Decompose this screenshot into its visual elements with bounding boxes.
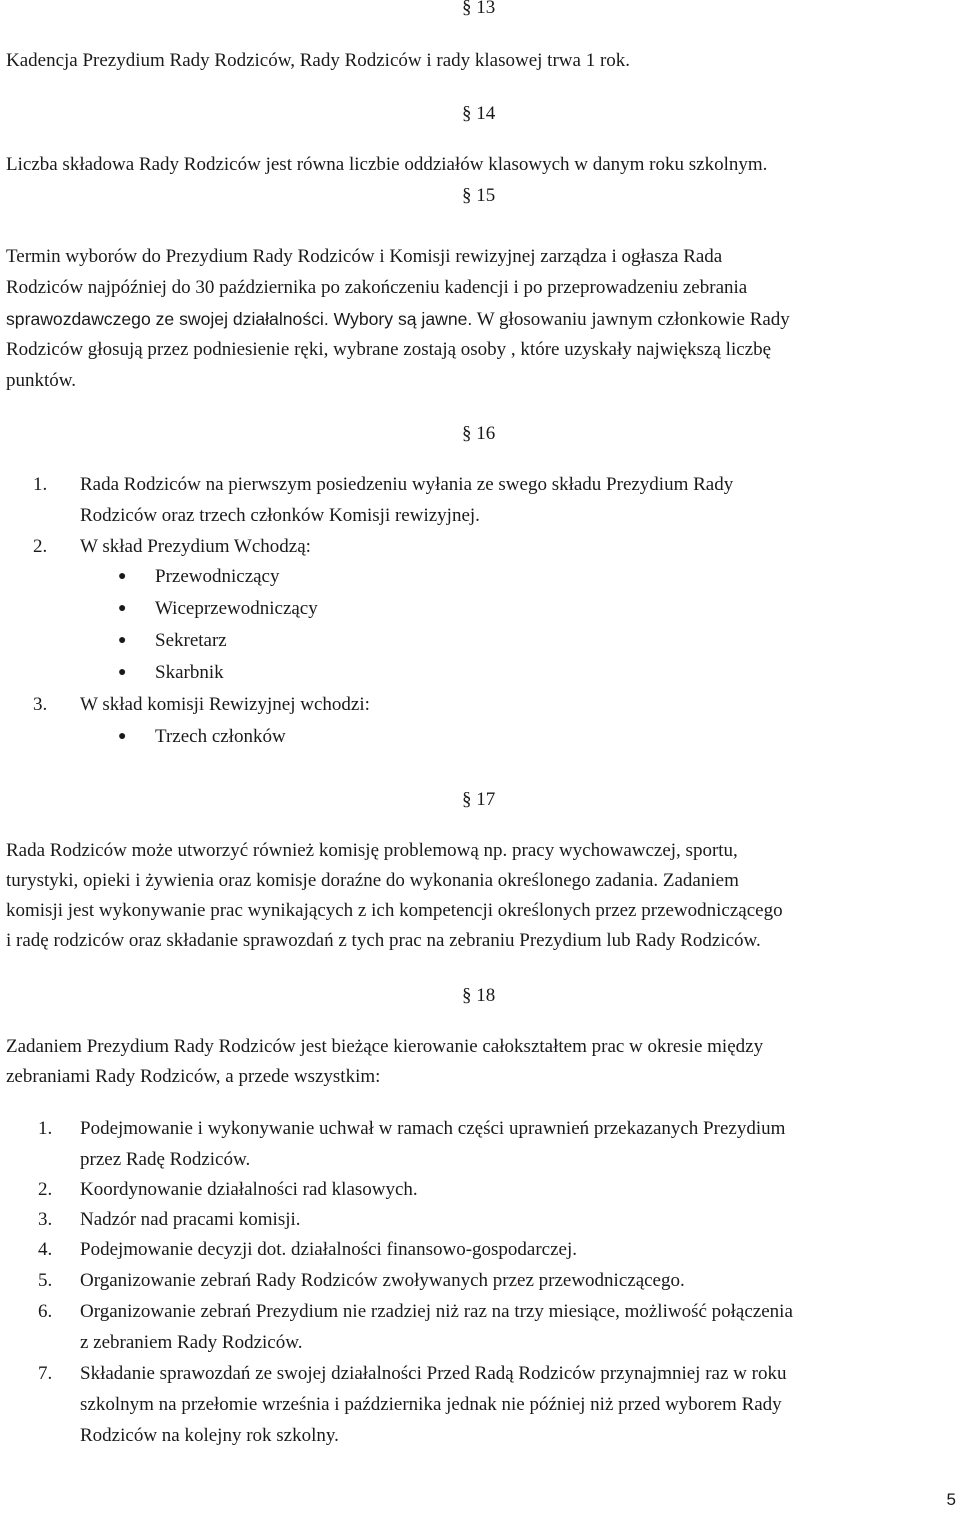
list-18-item-line: Organizowanie zebrań Rady Rodziców zwoływanych przez przewodniczącego. [80,1270,685,1291]
list-18-item-line: przez Radę Rodziców. [80,1149,251,1170]
paragraph-15-line-3-sans: sprawozdawczego ze swojej działalności. Wybory są jawne. [6,309,473,329]
section-heading-17: § 17 [462,789,496,810]
list-18-item-line: Składanie sprawozdań ze swojej działalności Przed Radą Rodziców przynajmniej raz w roku [80,1363,787,1384]
paragraph-17-line-4: i radę rodziców oraz składanie sprawozdań z tych prac na zebraniu Prezydium lub Rady Rodziców. [6,930,761,951]
list-16-bullet-item: Sekretarz [155,630,227,651]
list-18-item-line: Rodziców na kolejny rok szkolny. [80,1425,339,1446]
list-18-item-line: szkolnym na przełomie września i października jednak nie później niż przed wyborem Rady [80,1394,782,1415]
bullet-icon: ● [118,569,127,584]
section-heading-13: § 13 [462,0,496,18]
paragraph-17-line-3: komisji jest wykonywanie prac wynikających z ich kompetencji określonych przez przewodniczącego [6,900,783,921]
list-16-item-1-line-2: Rodziców oraz trzech członków Komisji rewizyjnej. [80,505,480,526]
bullet-icon: ● [118,729,127,744]
list-18-number: 2. [38,1179,53,1200]
paragraph-15-line-5: punktów. [6,370,77,391]
bullet-icon: ● [118,665,127,680]
bullet-icon: ● [118,601,127,616]
list-18-number: 5. [38,1270,53,1291]
page-number: 5 [946,1490,956,1509]
paragraph-15-line-4: Rodziców głosują przez podniesienie ręki, wybrane zostają osoby , które uzyskały największą liczbę [6,339,772,360]
paragraph-15-line-2: Rodziców najpóźniej do 30 października po zakończeniu kadencji i po przeprowadzeniu zebrania [6,277,748,298]
list-16-number-1: 1. [33,474,48,495]
list-16-bullet-item: Trzech członków [155,726,286,747]
list-16-item-1-line-1: Rada Rodziców na pierwszym posiedzeniu wyłania ze swego składu Prezydium Rady [80,474,734,495]
list-18-item-line: Podejmowanie i wykonywanie uchwał w ramach części uprawnień przekazanych Prezydium [80,1118,786,1139]
paragraph-18-line-1: Zadaniem Prezydium Rady Rodziców jest bieżące kierowanie całokształtem prac w okresie między [6,1036,764,1057]
section-heading-18: § 18 [462,985,496,1006]
paragraph-17-line-1: Rada Rodziców może utworzyć również komisję problemową np. pracy wychowawczej, sportu, [6,840,738,861]
list-18-item-line: Organizowanie zebrań Prezydium nie rzadziej niż raz na trzy miesiące, możliwość połączenia [80,1301,793,1322]
list-18-item-line: z zebraniem Rady Rodziców. [80,1332,303,1353]
list-18-number: 1. [38,1118,53,1139]
list-18-number: 3. [38,1209,53,1230]
list-18-item-line: Koordynowanie działalności rad klasowych. [80,1179,418,1200]
list-16-bullet-item: Skarbnik [155,662,224,683]
list-16-item-2: W skład Prezydium Wchodzą: [80,536,311,557]
paragraph-13: Kadencja Prezydium Rady Rodziców, Rady Rodziców i rady klasowej trwa 1 rok. [6,50,631,71]
list-18-item-line: Podejmowanie decyzji dot. działalności finansowo-gospodarczej. [80,1239,578,1260]
paragraph-15-line-1: Termin wyborów do Prezydium Rady Rodziców i Komisji rewizyjnej zarządza i ogłasza Rada [6,246,723,267]
paragraph-15-line-3 [6,304,790,335]
list-18-number: 6. [38,1301,53,1322]
list-16-bullet-item: Przewodniczący [155,566,280,587]
paragraph-18-line-2: zebraniami Rady Rodziców, a przede wszystkim: [6,1066,381,1087]
paragraph-15-line-3-serif: W głosowaniu jawnym członkowie Rady [472,309,790,330]
paragraph-17-line-2: turystyki, opieki i żywienia oraz komisje doraźne do wykonania określonego zadania. Zadaniem [6,870,739,891]
bullet-icon: ● [118,633,127,648]
section-heading-16: § 16 [462,423,496,444]
list-18-item-line: Nadzór nad pracami komisji. [80,1209,301,1230]
list-16-number-3: 3. [33,694,48,715]
section-heading-15: § 15 [462,185,496,206]
paragraph-14: Liczba składowa Rady Rodziców jest równa liczbie oddziałów klasowych w danym roku szkolnym. [6,154,768,175]
list-18-number: 4. [38,1239,53,1260]
list-16-number-2: 2. [33,536,48,557]
list-16-bullet-item: Wiceprzewodniczący [155,598,318,619]
list-16-item-3: W skład komisji Rewizyjnej wchodzi: [80,694,370,715]
section-heading-14: § 14 [462,103,496,124]
list-18-number: 7. [38,1363,53,1384]
